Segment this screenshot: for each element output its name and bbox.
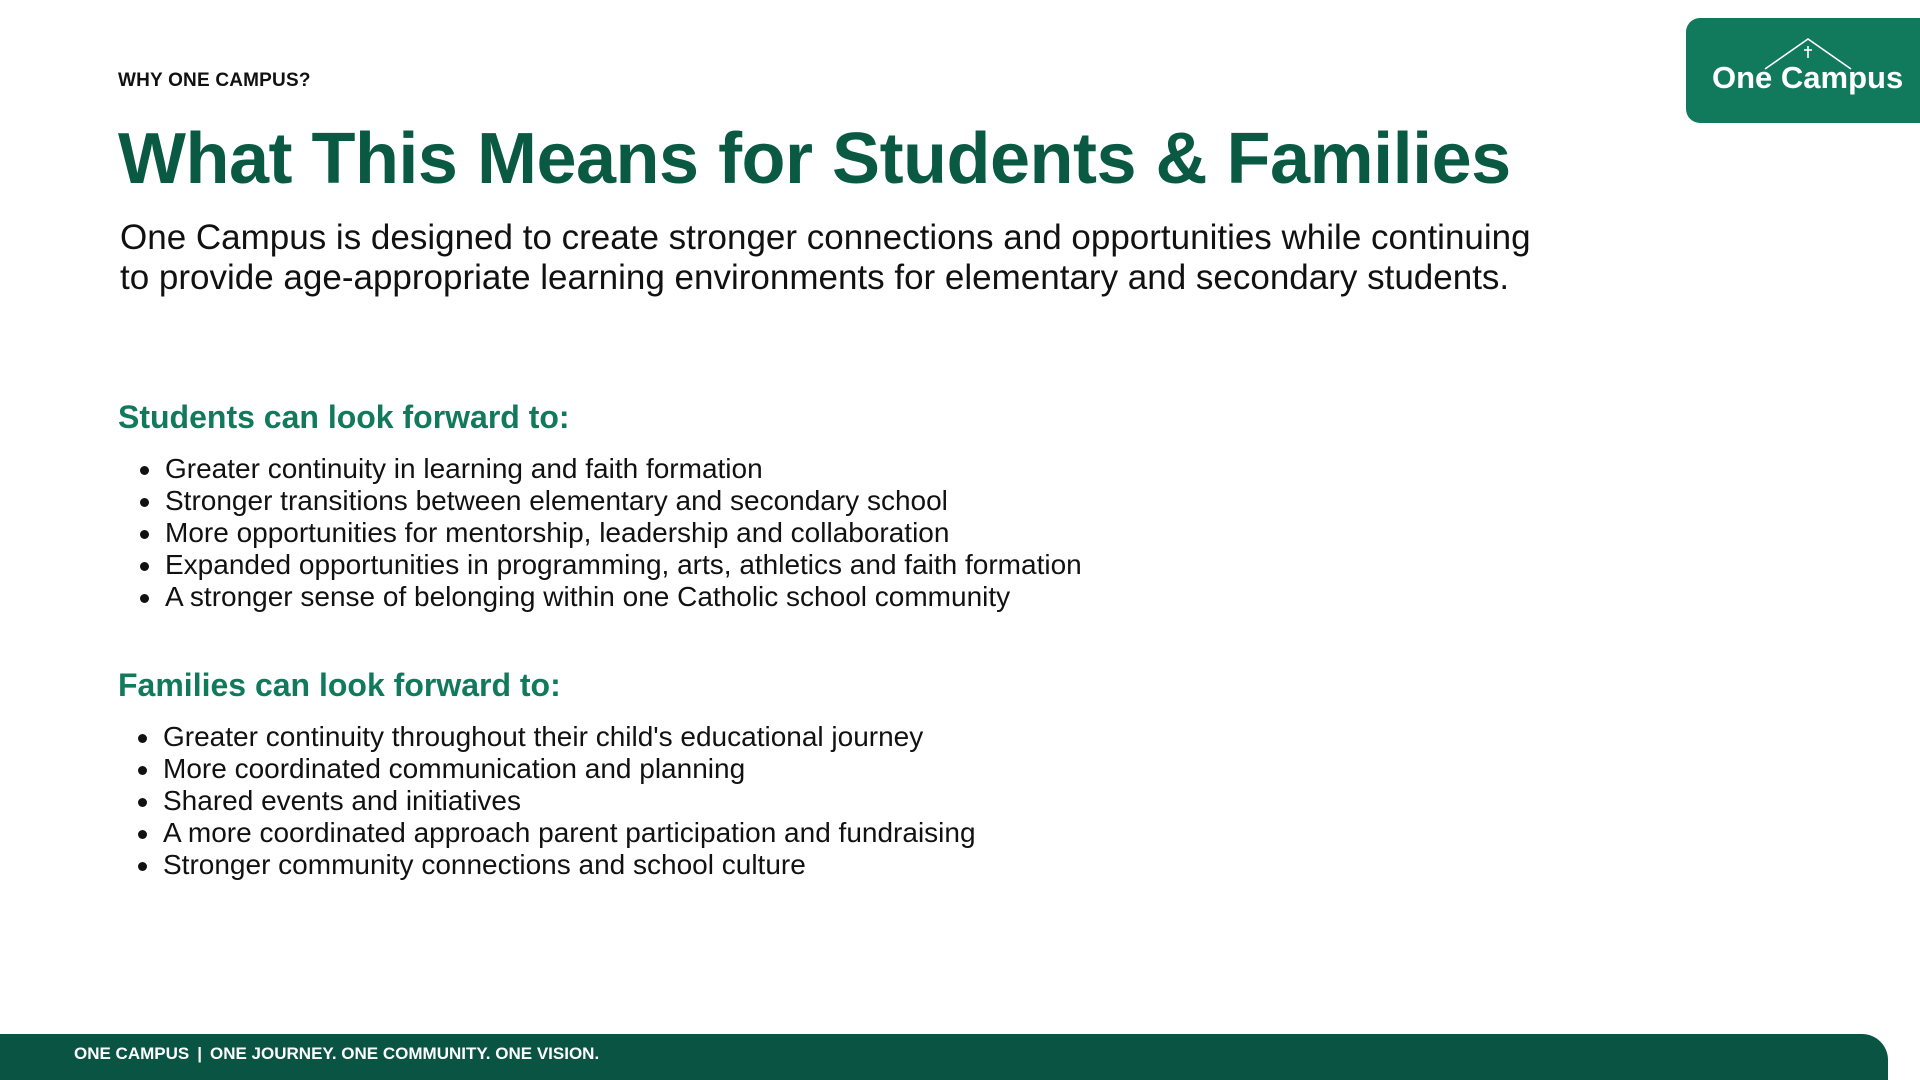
list-item: More coordinated communication and planning <box>138 753 976 785</box>
page-title: What This Means for Students & Families <box>118 119 1511 199</box>
list-item: Greater continuity throughout their child's educational journey <box>138 721 976 753</box>
list-item: Shared events and initiatives <box>138 785 976 817</box>
footer-brand: ONE CAMPUS <box>74 1044 190 1063</box>
list-item: A more coordinated approach parent participation and fundraising <box>138 817 976 849</box>
families-heading: Families can look forward to: <box>118 667 561 703</box>
list-item: A stronger sense of belonging within one Catholic school community <box>140 581 1082 613</box>
footer-motto: ONE JOURNEY. ONE COMMUNITY. ONE VISION. <box>210 1044 600 1063</box>
list-item: Expanded opportunities in programming, arts, athletics and faith formation <box>140 549 1082 581</box>
footer-separator: | <box>197 1044 202 1063</box>
intro-paragraph: One Campus is designed to create stronger connections and opportunities while continuing to provide age-appropriate learning environments for elementary and secondary students. <box>120 218 1531 297</box>
families-list <box>138 721 976 881</box>
logo-text: One Campus <box>1712 60 1904 95</box>
list-item: Stronger community connections and school culture <box>138 849 976 881</box>
list-item: More opportunities for mentorship, leadership and collaboration <box>140 517 1082 549</box>
students-heading: Students can look forward to: <box>118 399 570 435</box>
list-item: Greater continuity in learning and faith formation <box>140 453 1082 485</box>
logo-badge[interactable] <box>1686 18 1920 123</box>
eyebrow-label: WHY ONE CAMPUS? <box>118 70 311 91</box>
list-item: Stronger transitions between elementary and secondary school <box>140 485 1082 517</box>
footer-bar <box>0 1034 1888 1080</box>
footer-tagline <box>74 1044 599 1064</box>
students-list <box>140 453 1082 613</box>
